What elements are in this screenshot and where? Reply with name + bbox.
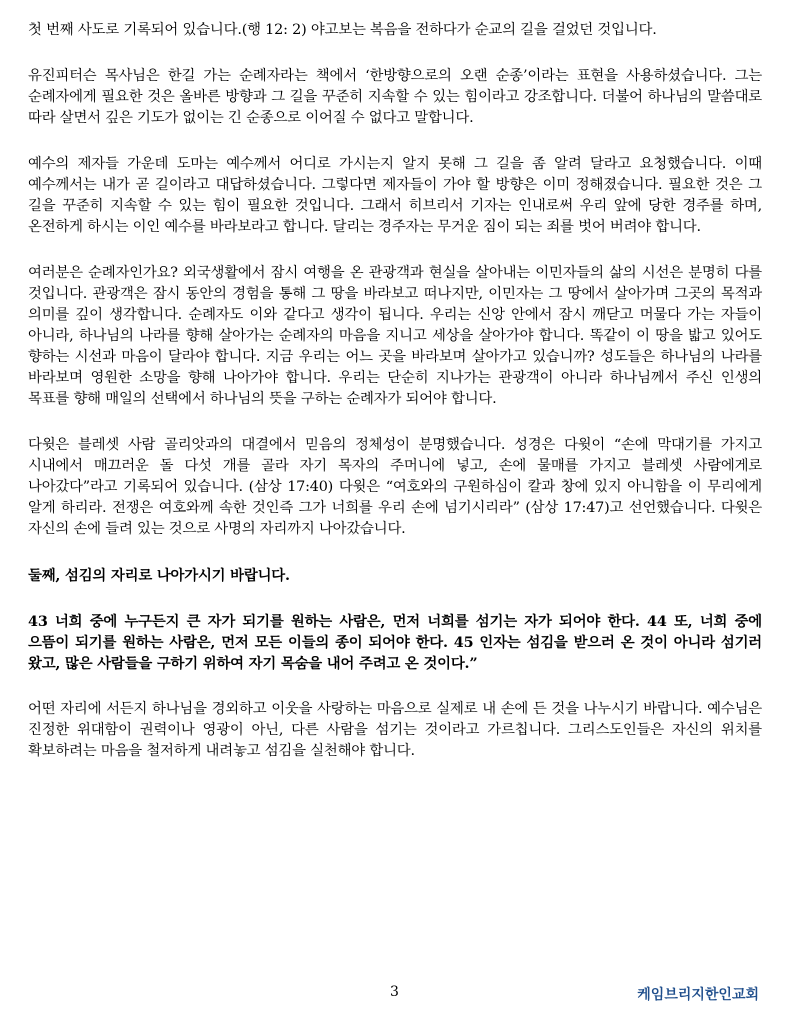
paragraph-4: 여러분은 순례자인가요? 외국생활에서 잠시 여행을 온 관광객과 현실을 살아내는 이민자들의 삶의 시선은 분명히 다를 것입니다. 관광객은 잠시 동안의 경험을 통해 그 땅을 바라보고 떠나지만, 이민자는 그 땅에서 살아가며 그곳의 목적과 의미를 깊이 생각합니다. 순례자도 이와 같다고 생각이 됩니다. 우리는 신앙 안에서 잠시 깨닫고 머물다 가는 자들이 아니라, 하나님의 나라를 향해 살아가는 순례자의 마음을 지니고 세상을 살아가야 합니다. 똑같이 이 땅을 밟고 있어도 향하는 시선과 마음이 달라야 합니다. 지금 우리는 어느 곳을 바라보며 살아가고 있습니까? 성도들은 하나님의 나라를 바라보며 영원한 소망을 향해 나아가야 합니다. 우리는 단순히 지나가는 관광객이 아니라 하나님께서 주신 인생의 목표를 향해 매일의 선택에서 하나님의 뜻을 구하는 순례자가 되어야 합니다. [28, 265, 762, 407]
page-number: 3 [390, 984, 399, 1000]
section-heading: 둘째, 섬김의 자리로 나아가시기 바랍니다. [28, 567, 290, 584]
paragraph-1: 첫 번째 사도로 기록되어 있습니다.(행 12: 2) 야고보는 복음을 전하다가 순교의 길을 걸었던 것입니다. [28, 22, 657, 38]
paragraph-2: 유진피터슨 목사님은 한길 가는 순례자라는 책에서 ‘한방향으로의 오랜 순종’이라는 표현을 사용하셨습니다. 그는 순례자에게 필요한 것은 올바른 방향과 그 길을 꾸준히 지속할 수 있는 힘이라고 강조합니다. 더불어 하나님의 말씀대로 따라 살면서 깊은 기도가 없이는 긴 순종으로 이어질 수 없다고 말합니다. [28, 68, 762, 126]
paragraph-3: 예수의 제자들 가운데 도마는 예수께서 어디로 가시는지 알지 못해 그 길을 좀 알려 달라고 요청했습니다. 이때 예수께서는 내가 곧 길이라고 대답하셨습니다. 그렇다면 제자들이 가야 할 방향은 이미 정해졌습니다. 필요한 것은 그 길을 꾸준히 지속할 수 있는 힘이 필요한 것입니다. 그래서 히브리서 기자는 인내로써 우리 앞에 당한 경주를 하며, 온전하게 하시는 이인 예수를 바라보라고 합니다. 달리는 경주자는 무거운 짐이 되는 죄를 벗어 버려야 합니다. [28, 156, 762, 235]
scripture-quote: 43 너희 중에 누구든지 큰 자가 되기를 원하는 사람은, 먼저 너희를 섬기는 자가 되어야 한다. 44 또, 너희 중에 으뜸이 되기를 원하는 사람은, 먼저 모든 이들의 종이 되어야 한다. 45 인자는 섬김을 받으러 온 것이 아니라 섬기러 왔고, 많은 사람들을 구하기 위하여 자기 목숨을 내어 주려고 온 것이다.” [28, 613, 762, 672]
document-body [28, 20, 762, 787]
closing-paragraph: 어떤 자리에 서든지 하나님을 경외하고 이웃을 사랑하는 마음으로 실제로 내 손에 든 것을 나누시기 바랍니다. 예수님은 진정한 위대함이 권력이나 영광이 아닌, 다른 사람을 섬기는 것이라고 가르칩니다. 그리스도인들은 자신의 위치를 확보하려는 마음을 철저하게 내려놓고 섬김을 실천해야 합니다. [28, 701, 762, 759]
church-name: 케임브리지한인교회 [637, 987, 759, 1003]
paragraph-5: 다윗은 블레셋 사람 골리앗과의 대결에서 믿음의 정체성이 분명했습니다. 성경은 다윗이 “손에 막대기를 가지고 시내에서 매끄러운 돌 다섯 개를 골라 자기 목자의 주머니에 넣고, 손에 물매를 가지고 블레셋 사람에게로 나아갔다”라고 기록되어 있습니다. (삼상 17:40) 다윗은 “여호와의 구원하심이 칼과 창에 있지 아니함을 이 무리에게 알게 하리라. 전쟁은 여호와께 속한 것인즉 그가 너희를 우리 손에 넘기시리라” (삼상 17:47)고 선언했습니다. 다윗은 자신의 손에 들려 있는 것으로 사명의 자리까지 나아갔습니다. [28, 437, 762, 537]
